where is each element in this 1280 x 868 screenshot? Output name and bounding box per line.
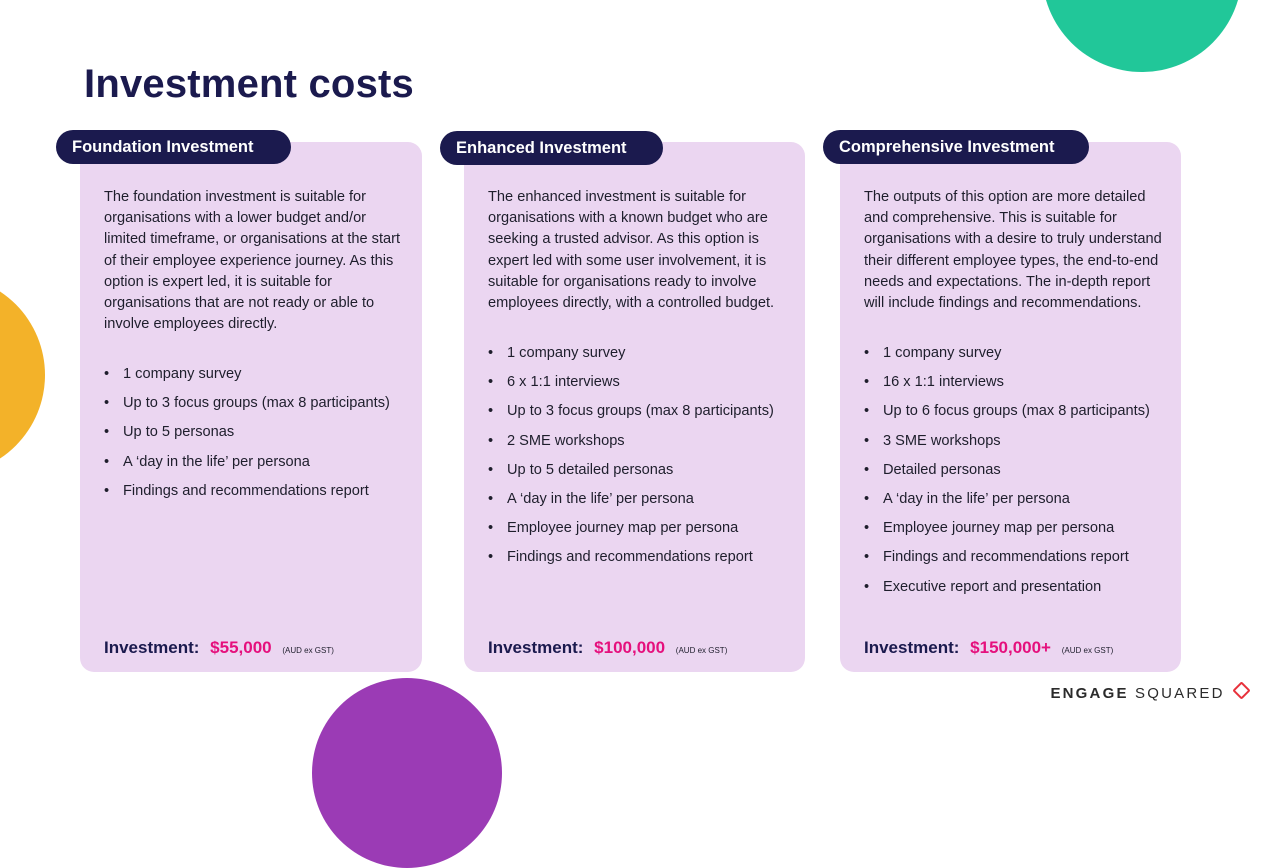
comprehensive-card [840,142,1181,672]
list-item: • A ‘day in the life’ per persona [104,452,402,473]
list-item: • Findings and recommendations report [488,547,785,568]
foundation-card [80,142,422,672]
comprehensive-items [864,343,1161,606]
list-item: • 6 x 1:1 interviews [488,372,785,393]
list-item: • Up to 5 detailed personas [488,460,785,481]
list-item: • Employee journey map per persona [864,518,1161,539]
list-item: • Executive report and presentation [864,577,1161,598]
investment-amount: $100,000 [594,638,666,657]
decorative-circle-yellow [0,275,45,475]
list-item: • A ‘day in the life’ per persona [488,489,785,510]
list-item: • Employee journey map per persona [488,518,785,539]
foundation-heading: Foundation Investment [56,130,291,164]
list-item: • 2 SME workshops [488,431,785,452]
list-item: • Detailed personas [864,460,1161,481]
investment-note: (AUD ex GST) [282,646,334,655]
decorative-circle-green [1042,0,1242,72]
enhanced-description: The enhanced investment is suitable for organisations with a known budget who are seeking a trusted advisor. As this option is expert led with some user involvement, it is suitable for organisations ready to involve employees directly, with a controlled budget. [488,189,775,312]
company-logo [1050,684,1248,702]
foundation-description: The foundation investment is suitable for organisations with a lower budget and/or limited timeframe, or organisations at the start of their employee experience journey. As this option is expert led, it is suitable for organisations that are not ready or able to involve employees directly. [104,189,401,333]
comprehensive-heading: Comprehensive Investment [823,130,1089,164]
enhanced-card [464,142,805,672]
enhanced-heading: Enhanced Investment [440,131,663,165]
investment-amount: $55,000 [210,638,272,657]
investment-note: (AUD ex GST) [675,646,728,655]
enhanced-investment [488,638,727,658]
investment-label: Investment: [864,638,960,657]
list-item: • Up to 3 focus groups (max 8 participants) [104,393,402,414]
list-item: • A ‘day in the life’ per persona [864,489,1161,510]
list-item: • Findings and recommendations report [864,547,1161,568]
logo-diamond-icon [1232,681,1250,699]
list-item: • Up to 5 personas [104,422,402,443]
list-item: • 16 x 1:1 interviews [864,372,1161,393]
foundation-investment [104,638,334,658]
investment-label: Investment: [488,638,584,657]
page-title: Investment costs [84,62,414,106]
logo-text-light: SQUARED [1135,685,1225,702]
investment-label: Investment: [104,638,200,657]
list-item: • Up to 3 focus groups (max 8 participants) [488,401,785,422]
logo-text-strong: ENGAGE [1050,685,1129,702]
list-item: • 1 company survey [488,343,785,364]
decorative-circle-purple [312,678,502,868]
list-item: • Findings and recommendations report [104,481,402,502]
enhanced-items [488,343,785,577]
list-item: • 1 company survey [104,364,402,385]
investment-note: (AUD ex GST) [1061,646,1114,655]
comprehensive-investment [864,638,1113,658]
list-item: • Up to 6 focus groups (max 8 participants) [864,401,1161,422]
foundation-items [104,364,402,510]
list-item: • 1 company survey [864,343,1161,364]
list-item: • 3 SME workshops [864,431,1161,452]
comprehensive-description: The outputs of this option are more detailed and comprehensive. This is suitable for organisations with a desire to truly understand their different employee types, the end-to-end needs and expectations. The in-depth report will include findings and recommendations. [864,189,1162,312]
investment-amount: $150,000+ [970,638,1051,657]
